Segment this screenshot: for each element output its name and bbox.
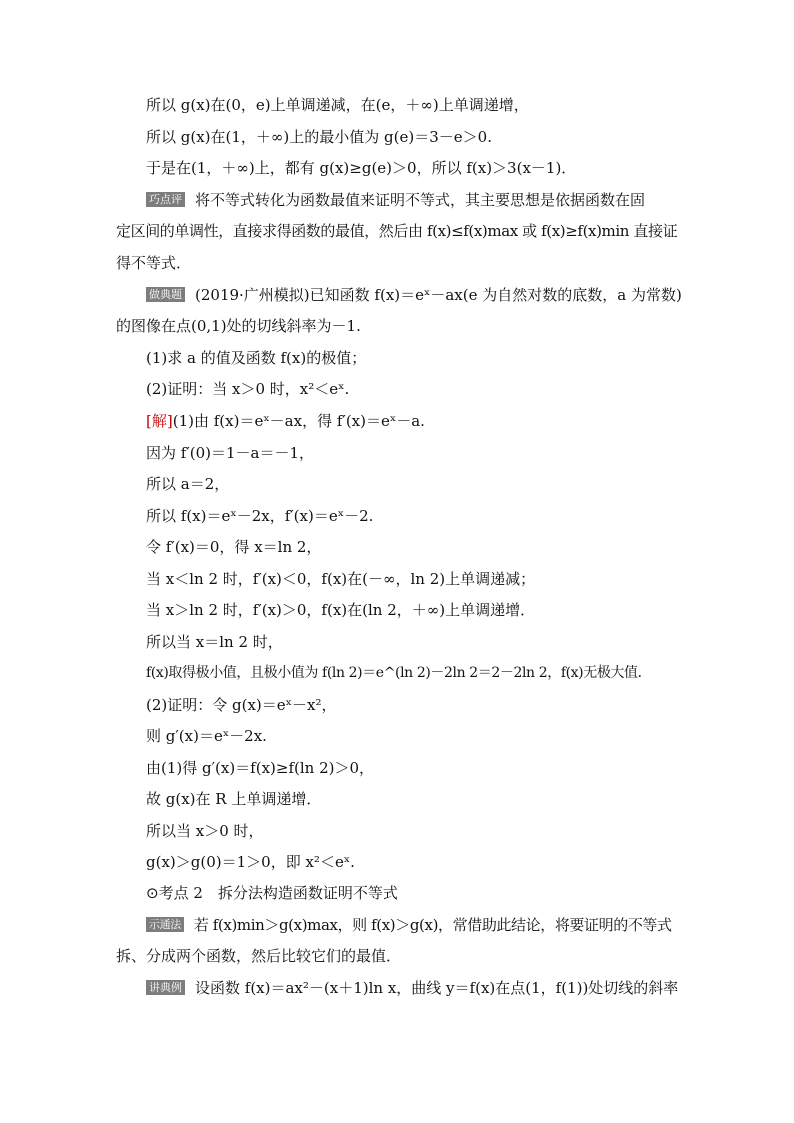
text-segment: (1)由 f(x)＝eˣ－ax，得 f′(x)＝eˣ－a.	[172, 412, 425, 430]
lecture-paragraph-line	[146, 978, 678, 998]
text-line: 拆、分成两个函数，然后比较它们的最值．	[116, 947, 402, 965]
text-line: 所以当 x＝ln 2 时，	[146, 633, 283, 651]
text-line: 所以 a＝2，	[146, 475, 230, 493]
text-line: 所以当 x＞0 时，	[146, 822, 264, 840]
text-segment: 设函数 f(x)＝ax²－(x＋1)ln x，曲线 y＝f(x)在点(1，f(1))处切线的斜率	[195, 979, 679, 997]
text-line: g(x)＞g(0)＝1＞0，即 x²＜eˣ.	[146, 853, 355, 871]
section-title: 考点 2 拆分法构造函数证明不等式	[158, 884, 398, 902]
text-line: 得不等式．	[116, 254, 192, 272]
text-line: 于是在(1，＋∞)上，都有 g(x)≥g(e)＞0，所以 f(x)＞3(x－1)．	[146, 159, 577, 177]
section-heading	[146, 883, 398, 903]
text-line: 所以 f(x)＝eˣ－2x，f′(x)＝eˣ－2.	[146, 507, 374, 525]
text-line: 则 g′(x)＝eˣ－2x.	[146, 727, 267, 745]
text-line: (2)证明：当 x＞0 时，x²＜eˣ.	[146, 380, 350, 398]
text-line: 故 g(x)在 R 上单调递增．	[146, 790, 322, 808]
text-line: (1)求 a 的值及函数 f(x)的极值；	[146, 349, 367, 367]
target-icon: ⊙	[146, 884, 159, 902]
tip-paragraph-line	[146, 190, 645, 210]
example-paragraph-line	[146, 285, 682, 305]
text-line: 由(1)得 g′(x)＝f(x)≥f(ln 2)＞0，	[146, 759, 375, 777]
text-segment: 将不等式转化为函数最值来证明不等式，其主要思想是依据函数在固	[195, 191, 646, 209]
method-paragraph-line	[146, 915, 672, 935]
solution-mark: [解]	[146, 412, 173, 430]
example-badge: 做典题	[146, 287, 185, 302]
solution-line	[146, 411, 425, 431]
text-line: 所以 g(x)在(1，＋∞)上的最小值为 g(e)＝3－e＞0.	[146, 128, 492, 146]
text-segment: 若 f(x)min＞g(x)max，则 f(x)＞g(x)，常借助此结论，将要证明的不等式	[193, 916, 672, 934]
lecture-badge: 讲典例	[146, 980, 185, 995]
text-segment: (2019·广州模拟)已知函数 f(x)＝eˣ－ax(e 为自然对数的底数，a 为常数)	[195, 286, 682, 304]
tip-badge: 巧点评	[146, 192, 185, 207]
method-badge: 示通法	[146, 917, 184, 932]
text-line: 令 f′(x)＝0，得 x＝ln 2，	[146, 538, 322, 556]
text-line: 当 x＜ln 2 时，f′(x)＜0，f(x)在(－∞，ln 2)上单调递减；	[146, 570, 536, 588]
text-line: 的图像在点(0,1)处的切线斜率为－1.	[116, 317, 361, 335]
text-line: 定区间的单调性，直接求得函数的最值，然后由 f(x)≤f(x)max 或 f(x)≥f(x)min 直接证	[116, 222, 678, 240]
text-line: f(x)取得极小值，且极小值为 f(ln 2)＝e^(ln 2)－2ln 2＝2－2ln 2，f(x)无极大值．	[146, 665, 652, 681]
text-line: (2)证明：令 g(x)＝eˣ－x²，	[146, 696, 337, 714]
text-line: 所以 g(x)在(0，e)上单调递减，在(e，＋∞)上单调递增，	[146, 96, 529, 114]
text-line: 当 x＞ln 2 时，f′(x)＞0，f(x)在(ln 2，＋∞)上单调递增．	[146, 601, 536, 619]
text-line: 因为 f′(0)＝1－a＝－1，	[146, 444, 315, 462]
